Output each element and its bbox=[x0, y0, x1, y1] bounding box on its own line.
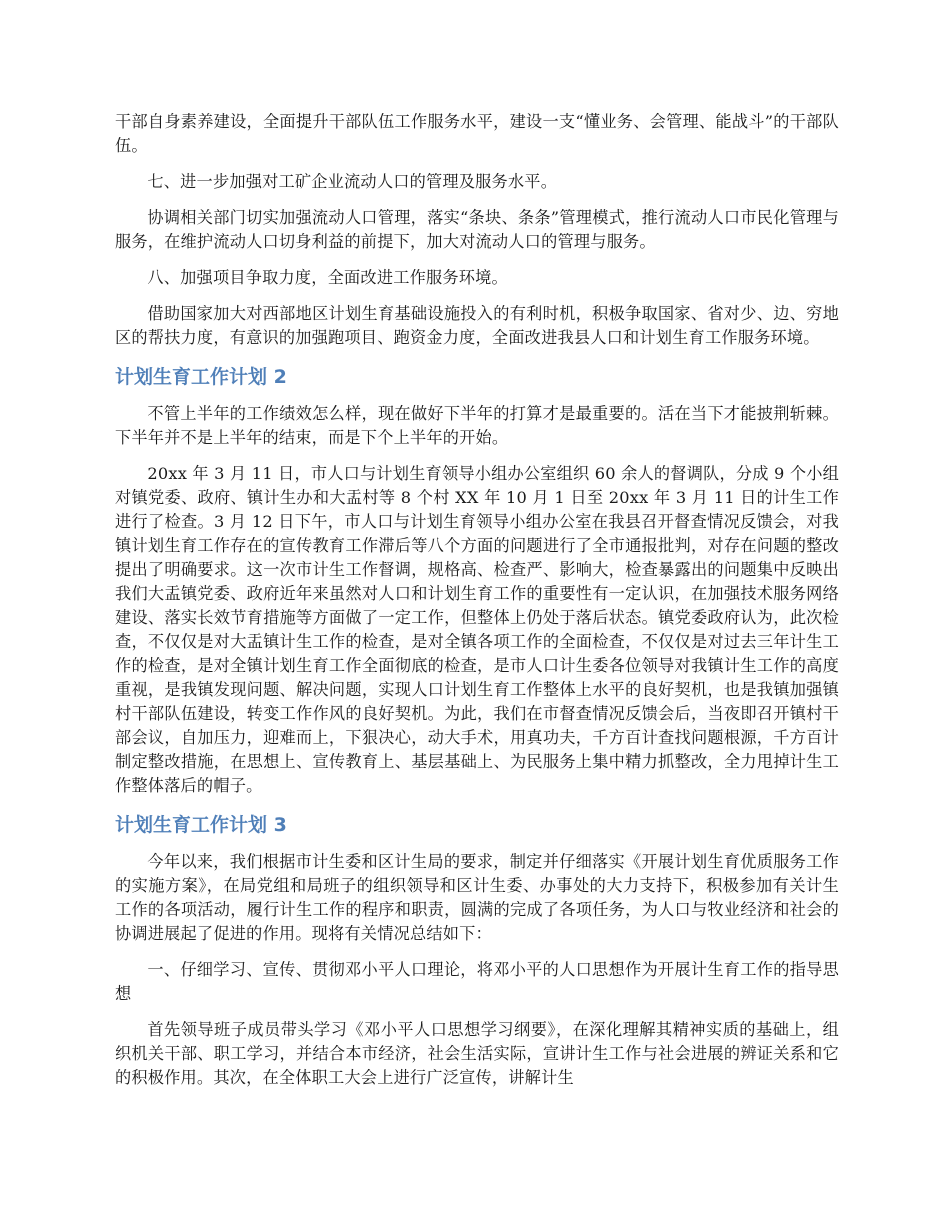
paragraph: 一、仔细学习、宣传、贯彻邓小平人口理论，将邓小平的人口思想作为开展计生育工作的指导思想 bbox=[115, 960, 839, 1003]
paragraph: 八、加强项目争取力度，全面改进工作服务环境。 bbox=[147, 268, 508, 287]
paragraph: 干部自身素养建设，全面提升干部队伍工作服务水平，建设一支“懂业务、会管理、能战斗”的干部队伍。 bbox=[115, 112, 839, 155]
paragraph: 20xx 年 3 月 11 日，市人口与计划生育领导小组办公室组织 60 余人的督调队，分成 9 个小组对镇党委、政府、镇计生办和大盂村等 8 个村 XX 年 10 月 1 日至 20xx 年 3 月 11 日的计生工作进行了检查。3 月 12 日下午，市人口与计划生育领导小组办公室在我县召开督查情况反馈会，对我镇计划生育工作存在的宣传教育工作滞后等八个方面的问题进行了全市通报批判，对存在问题的整改提出了明确要求。这一次市计生工作督调，规格高、检查严、影响大，检查暴露出的问题集中反映出我们大盂镇党委、政府近年来虽然对人口和计划生育工作的重要性有一定认识，在加强技术服务网络建设、落实长效节育措施等方面做了一定工作，但整体上仍处于落后状态。镇党委政府认为，此次检查，不仅仅是对大盂镇计生工作的检查，是对全镇各项工作的全面检查，不仅仅是对过去三年计生工作的检查，是对全镇计划生育工作全面彻底的检查，是市人口计生委各位领导对我镇计生工作的高度重视，是我镇发现问题、解决问题，实现人口计划生育工作整体上水平的良好契机，也是我镇加强镇村干部队伍建设，转变工作作风的良好契机。为此，我们在市督查情况反馈会后，当夜即召开镇村干部会议，自加压力，迎难而上，下狠决心，动大手术，用真功夫，千方百计查找问题根源，千方百计制定整改措施，在思想上、宣传教育上、基层基础上、为民服务上集中精力抓整改，全力甩掉计生工作整体落后的帽子。 bbox=[115, 464, 839, 795]
paragraph: 不管上半年的工作绩效怎么样，现在做好下半年的打算才是最重要的。活在当下才能披荆斩棘。下半年并不是上半年的结束，而是下个上半年的开始。 bbox=[115, 404, 839, 447]
paragraph: 七、进一步加强对工矿企业流动人口的管理及服务水平。 bbox=[147, 172, 558, 191]
section-heading: 计划生育工作计划 3 bbox=[115, 814, 287, 836]
section-heading: 计划生育工作计划 2 bbox=[115, 366, 287, 388]
paragraph: 首先领导班子成员带头学习《邓小平人口思想学习纲要》，在深化理解其精神实质的基础上，组织机关干部、职工学习，并结合本市经济，社会生活实际，宣讲计生工作与社会进展的辨证关系和它的积极作用。其次，在全体职工大会上进行广泛宣传，讲解计生 bbox=[115, 1020, 839, 1087]
paragraph: 借助国家加大对西部地区计划生育基础设施投入的有利时机，积极争取国家、省对少、边、穷地区的帮扶力度，有意识的加强跑项目、跑资金力度，全面改进我县人口和计划生育工作服务环境。 bbox=[115, 304, 839, 347]
paragraph: 今年以来，我们根据市计生委和区计生局的要求，制定并仔细落实《开展计划生育优质服务工作的实施方案》，在局党组和局班子的组织领导和区计生委、办事处的大力支持下，积极参加有关计生工作的各项活动，履行计生工作的程序和职责，圆满的完成了各项任务，为人口与牧业经济和社会的协调进展起了促进的作用。现将有关情况总结如下： bbox=[115, 852, 839, 943]
paragraph: 协调相关部门切实加强流动人口管理，落实“条块、条条”管理模式，推行流动人口市民化管理与服务，在维护流动人口切身利益的前提下，加大对流动人口的管理与服务。 bbox=[115, 208, 839, 251]
document-page bbox=[115, 110, 839, 1102]
